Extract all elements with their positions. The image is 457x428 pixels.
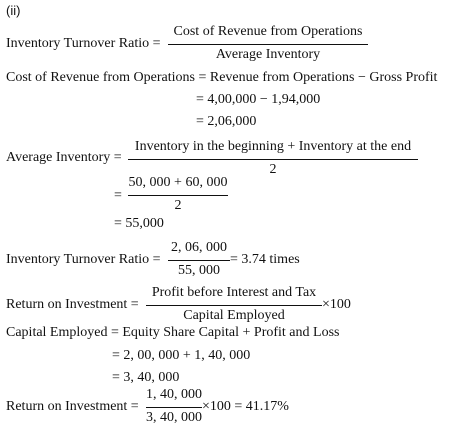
avg-inv-eq: = (114, 188, 122, 203)
roi-formula-multiplier: ×100 (322, 297, 351, 312)
itr-calc-fraction (168, 240, 230, 280)
roi-calc-denominator: 3, 40, 000 (146, 410, 202, 425)
itr-formula-denominator: Average Inventory (215, 47, 321, 62)
roi-calc-fraction (146, 387, 202, 427)
roi-calc-result: ×100 = 41.17% (202, 399, 289, 414)
itr-formula-fraction (168, 24, 368, 64)
roi-calc-lhs: Return on Investment = (6, 399, 139, 414)
fraction-bar (168, 260, 230, 261)
avg-inv-numerator: Inventory in the beginning + Inventory at the end (134, 139, 412, 154)
avg-inv-result: = 55,000 (114, 216, 164, 231)
cap-emp-line-3: = 3, 40, 000 (112, 370, 180, 385)
fraction-bar (146, 407, 202, 408)
roi-formula-fraction (146, 285, 322, 325)
avg-inv-fraction (128, 139, 418, 179)
avg-inv-denominator: 2 (269, 162, 277, 177)
avg-inv-calc-denominator: 2 (174, 198, 182, 213)
avg-inv-calc-numerator: 50, 000 + 60, 000 (128, 175, 228, 190)
fraction-bar (128, 195, 228, 196)
cost-line-3: = 2,06,000 (196, 114, 257, 129)
roi-formula-denominator: Capital Employed (183, 308, 285, 323)
fraction-bar (128, 159, 418, 160)
roi-formula-numerator: Profit before Interest and Tax (151, 285, 317, 300)
itr-calc-result: = 3.74 times (230, 252, 300, 267)
fraction-bar (146, 305, 322, 306)
roi-calc-numerator: 1, 40, 000 (146, 387, 202, 402)
itr-calc-lhs: Inventory Turnover Ratio = (6, 252, 161, 267)
avg-inv-lhs: Average Inventory = (6, 150, 122, 165)
itr-calc-denominator: 55, 000 (178, 263, 220, 278)
fraction-bar (168, 44, 368, 45)
cap-emp-line-2: = 2, 00, 000 + 1, 40, 000 (112, 348, 251, 363)
cost-line-1: Cost of Revenue from Operations = Revenue from Operations − Gross Profit (6, 70, 438, 85)
cap-emp-line-1: Capital Employed = Equity Share Capital + Profit and Loss (6, 325, 340, 340)
avg-inv-calc-fraction (128, 175, 228, 215)
roi-formula-lhs: Return on Investment = (6, 297, 139, 312)
itr-calc-numerator: 2, 06, 000 (171, 240, 227, 255)
part-label: (ii) (6, 3, 21, 18)
cost-line-2: = 4,00,000 − 1,94,000 (196, 92, 321, 107)
itr-formula-lhs: Inventory Turnover Ratio = (6, 36, 161, 51)
itr-formula-numerator: Cost of Revenue from Operations (173, 24, 363, 39)
